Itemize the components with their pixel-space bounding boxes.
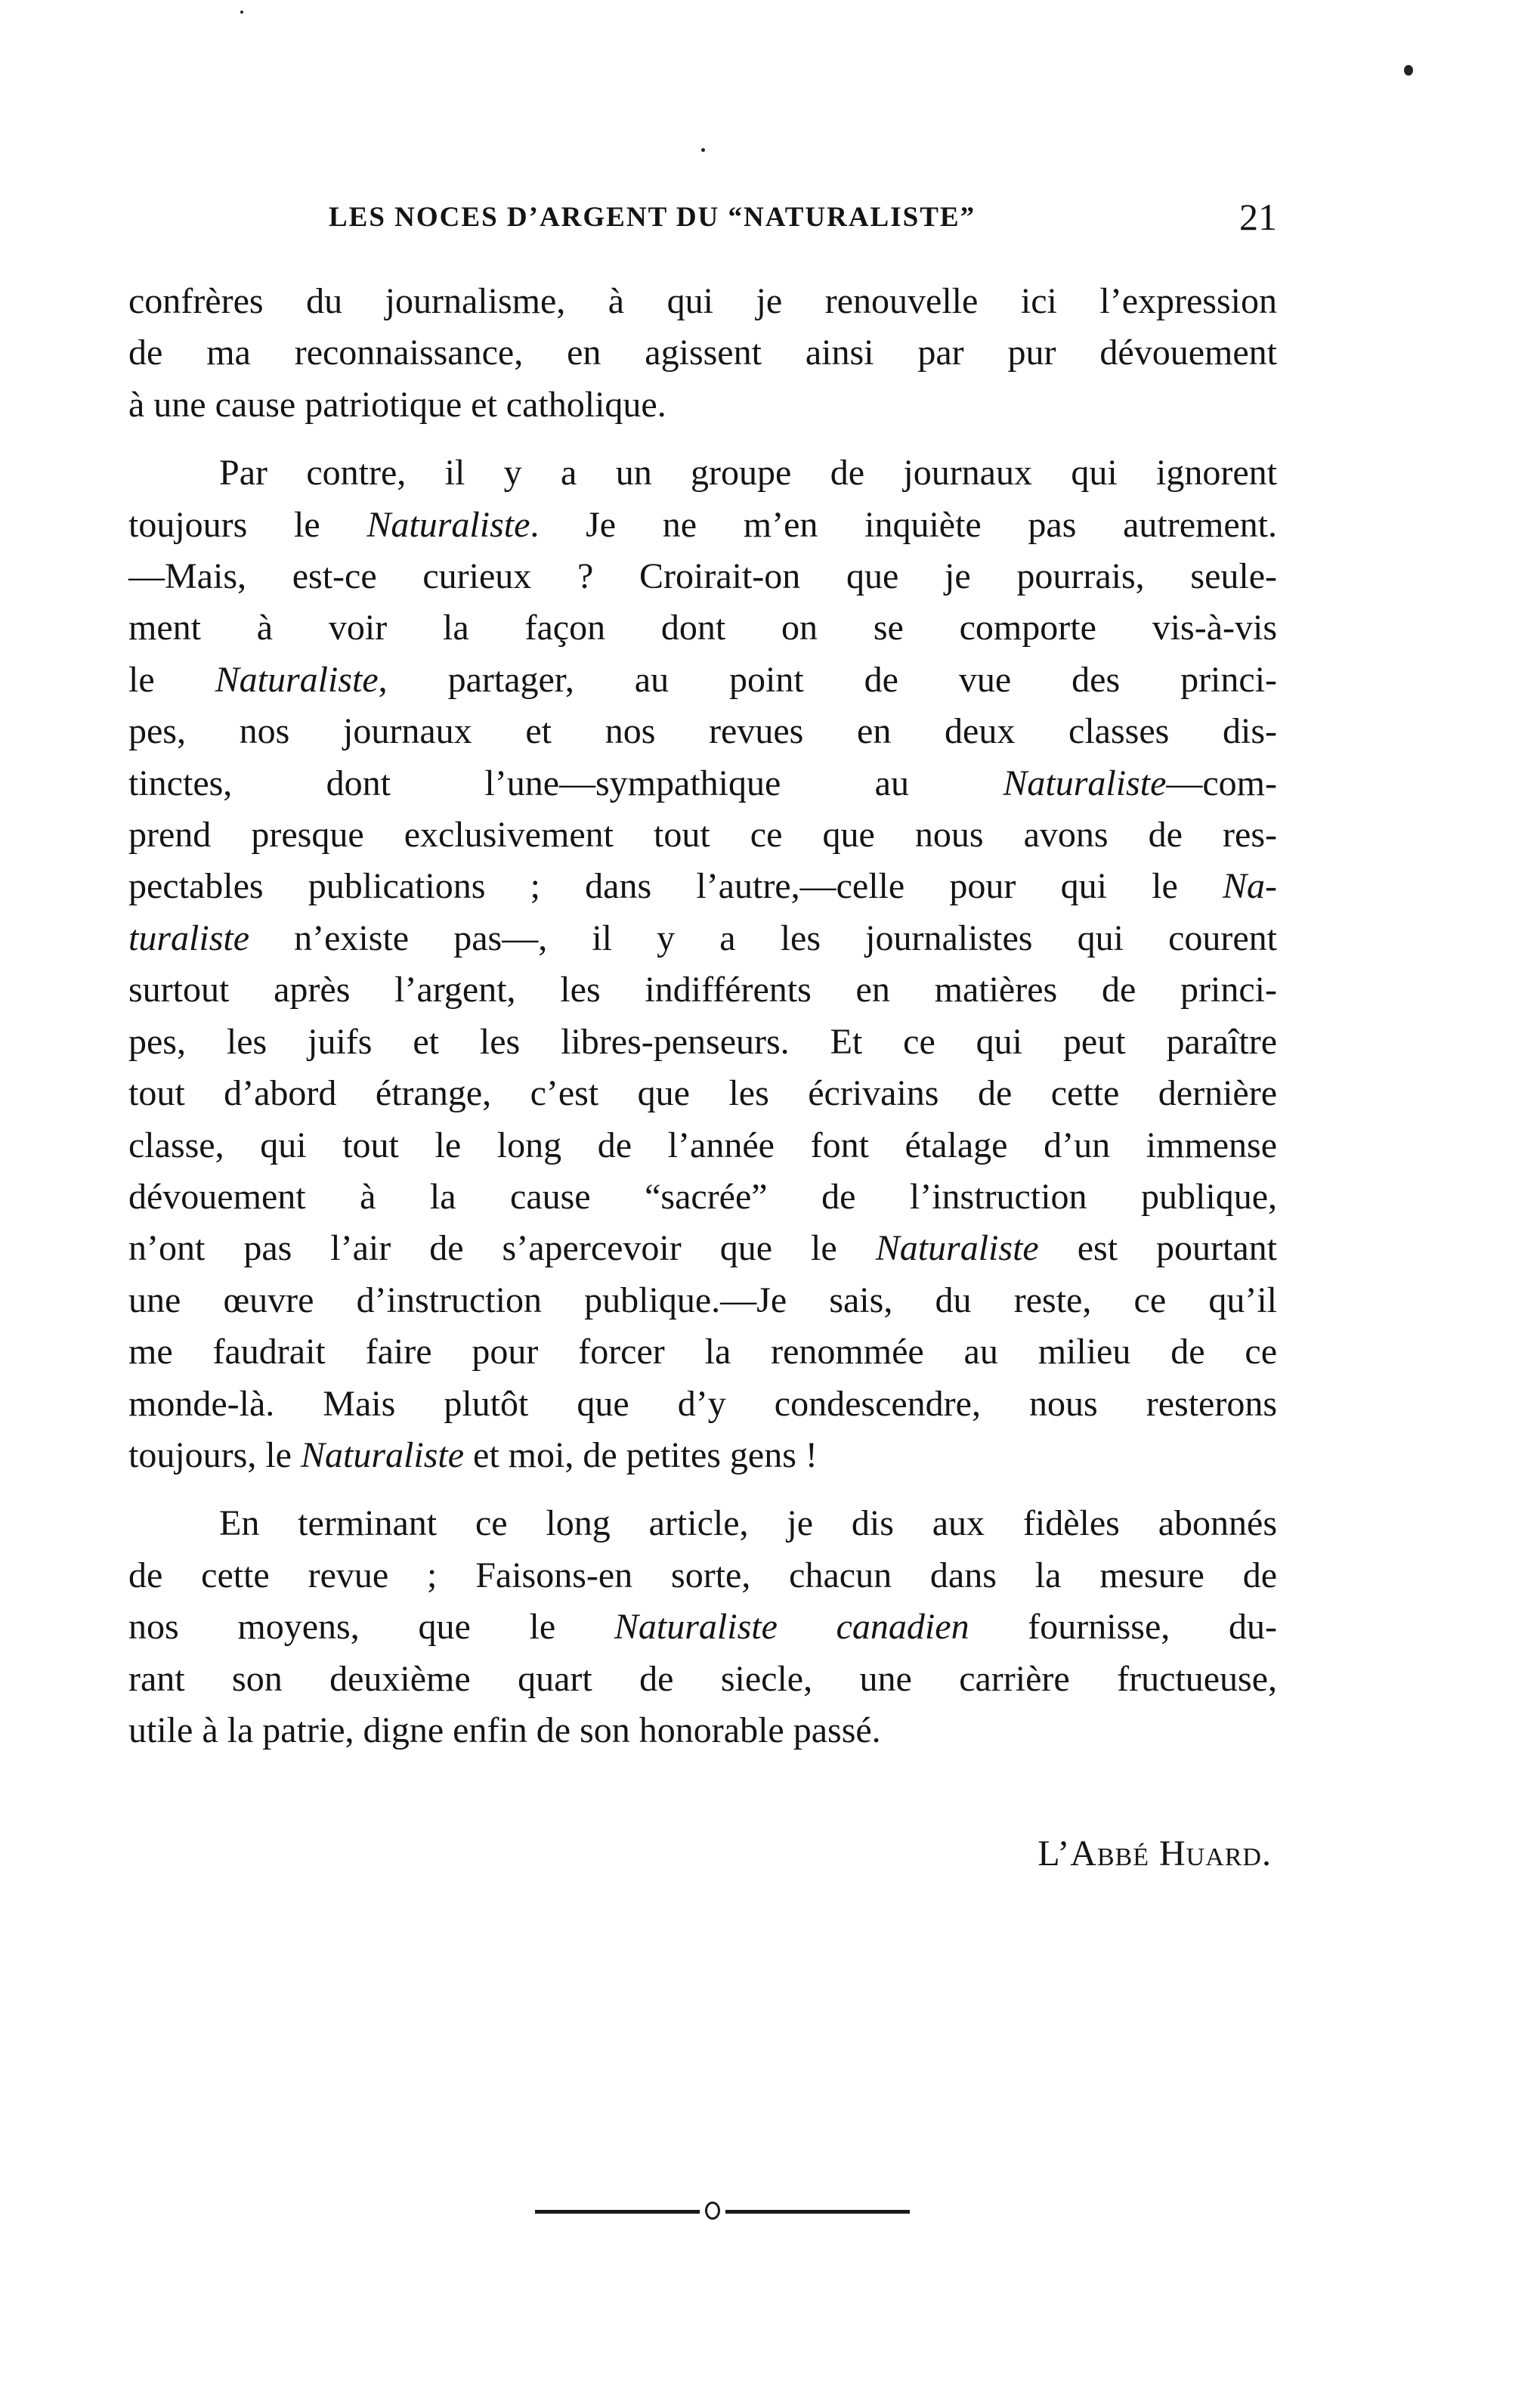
text-line: tinctes, dont l’une—sympathique au Naturaliste—com-: [128, 763, 1277, 803]
text-line: n’ont pas l’air de s’apercevoir que le Naturaliste est pourtant: [128, 1228, 1277, 1269]
text-line: utile à la patrie, digne enfin de son honorable passé.: [128, 1710, 881, 1750]
text-line: classe, qui tout le long de l’année font étalage d’un immense: [128, 1125, 1277, 1165]
page-number: 21: [1239, 196, 1277, 238]
text-line: surtout après l’argent, les indifférents en matières de princi-: [128, 970, 1277, 1010]
author-signature: L’Abbé Huard.: [1037, 1833, 1272, 1874]
running-head: [128, 195, 1277, 248]
text-line: prend presque exclusivement tout ce que nous avons de res-: [128, 815, 1277, 856]
text-line: le Naturaliste, partager, au point de vue des princi-: [128, 659, 1278, 700]
text-line: toujours, le Naturaliste et moi, de petites gens !: [128, 1434, 818, 1475]
text-line: de ma reconnaissance, en agissent ainsi par pur dévouement: [128, 333, 1277, 373]
text-line: monde-là. Mais plutôt que d’y condescendre, nous resterons: [128, 1383, 1277, 1424]
text-line: à une cause patriotique et catholique.: [128, 384, 666, 425]
running-title: LES NOCES D’ARGENT DU “NATURALISTE”: [329, 202, 976, 233]
ornament-circle: [705, 2202, 720, 2220]
text-line: ment à voir la façon dont on se comporte vis-à-vis: [128, 608, 1277, 648]
text-line: dévouement à la cause “sacrée” de l’instruction publique,: [128, 1176, 1277, 1217]
ornament-rule-right: [725, 2210, 910, 2214]
text-line: —Mais, est-ce curieux ? Croirait-on que je pourrais, seule-: [128, 556, 1277, 597]
text-line: confrères du journalisme, à qui je renouvelle ici l’expression: [128, 281, 1277, 321]
text-line: En terminant ce long article, je dis aux fidèles abonnés: [219, 1503, 1277, 1544]
text-line: de cette revue ; Faisons-en sorte, chacun dans la mesure de: [128, 1555, 1277, 1595]
ink-speck: [240, 11, 243, 14]
ink-speck: [1404, 65, 1413, 76]
text-line: pectables publications ; dans l’autre,—celle pour qui le Na-: [128, 866, 1277, 907]
text-line: pes, nos journaux et nos revues en deux classes dis-: [128, 711, 1277, 752]
ornament-rule-left: [535, 2210, 700, 2214]
paragraph-3: [128, 1498, 1277, 1756]
body-text: [128, 276, 1277, 1756]
text-line: tout d’abord étrange, c’est que les écrivains de cette dernière: [128, 1073, 1277, 1114]
text-line: nos moyens, que le Naturaliste canadien fournisse, du-: [128, 1607, 1277, 1648]
section-end-ornament: [535, 2199, 910, 2222]
text-line: me faudrait faire pour forcer la renommée au milieu de ce: [128, 1332, 1277, 1372]
paragraph-1: [128, 276, 1277, 431]
text-line: une œuvre d’instruction publique.—Je sais, du reste, ce qu’il: [128, 1280, 1277, 1320]
text-line: Par contre, il y a un groupe de journaux qui ignorent: [219, 453, 1277, 494]
text-line: pes, les juifs et les libres-penseurs. Et ce qui peut paraître: [128, 1021, 1277, 1062]
text-line: rant son deuxième quart de siecle, une carrière fructueuse,: [128, 1658, 1277, 1699]
ink-speck: [701, 148, 705, 152]
text-line: turaliste n’existe pas—, il y a les journalistes qui courent: [128, 918, 1277, 958]
text-line: toujours le Naturaliste. Je ne m’en inquiète pas autrement.: [128, 504, 1277, 545]
paragraph-2: [128, 447, 1277, 1481]
